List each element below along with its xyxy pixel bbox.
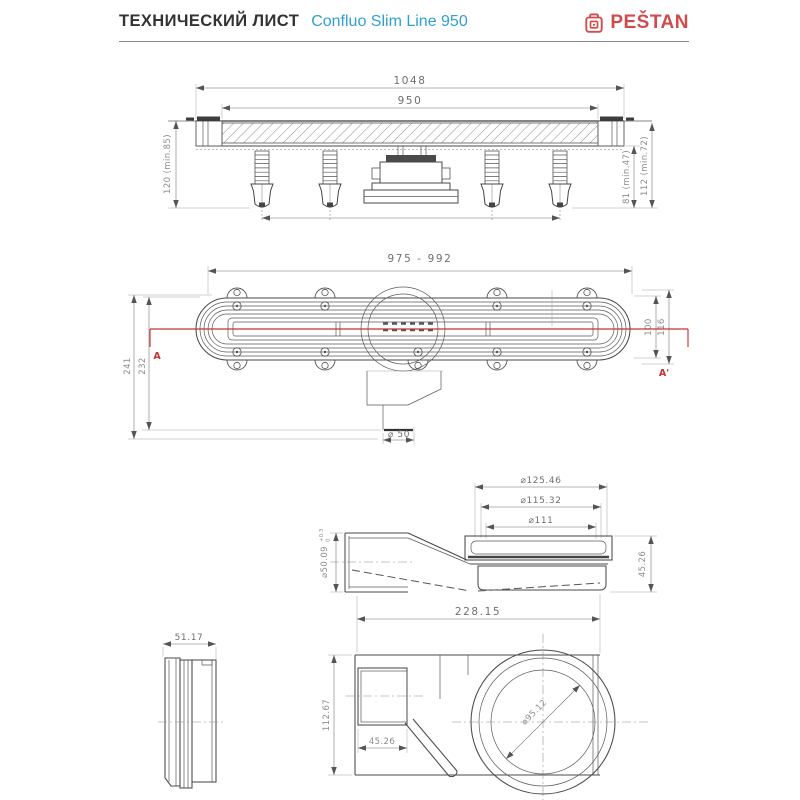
leg-3 bbox=[481, 151, 503, 208]
siphon-side-view-drawing bbox=[319, 476, 657, 592]
lug-top-3 bbox=[487, 288, 507, 310]
flange-side-view-drawing bbox=[158, 633, 224, 788]
dim-height-right-inner: 81 (min.47) bbox=[622, 149, 632, 205]
page-title: ТЕХНИЧЕСКИЙ ЛИСТ bbox=[119, 12, 300, 30]
lug-top-4 bbox=[577, 288, 597, 310]
siphon-top-view-drawing bbox=[322, 634, 650, 800]
flange-profile bbox=[158, 658, 224, 788]
dim-flange-outer: ⌀125.46 bbox=[520, 476, 562, 486]
siphon-box bbox=[364, 146, 458, 203]
brand-name: PEŠTAN bbox=[610, 12, 689, 33]
section-label-end: A' bbox=[658, 368, 670, 379]
front-view-drawing bbox=[163, 75, 658, 221]
dim-pipe-tol-lower: 0 bbox=[325, 538, 332, 542]
dim-flange-mid: ⌀115.32 bbox=[520, 496, 562, 506]
leg-2 bbox=[319, 151, 341, 208]
dim-pipe-diameter: ⌀50.09 bbox=[320, 546, 330, 578]
dim-pipe-tol-upper: +0.3 bbox=[319, 528, 325, 542]
section-line-A bbox=[150, 329, 688, 379]
product-name: Confluo Slim Line 950 bbox=[311, 13, 468, 30]
dim-siphon-length: 228.15 bbox=[454, 606, 502, 618]
channel-hatched-body bbox=[222, 123, 598, 143]
lug-bottom-4 bbox=[487, 348, 507, 370]
dim-siphon-width: 112.67 bbox=[322, 698, 332, 732]
siphon-length-dim bbox=[357, 594, 600, 653]
dim-bowl-diameter: ⌀95.12 bbox=[519, 697, 550, 728]
lug-bottom-3 bbox=[408, 348, 428, 370]
dim-left-inner: 232 bbox=[138, 357, 148, 375]
dim-siphon-height: 45.26 bbox=[638, 550, 648, 578]
plan-view-drawing bbox=[123, 253, 688, 444]
outlet-body bbox=[367, 371, 443, 444]
dim-total-length: 1048 bbox=[393, 75, 427, 87]
channel-outline bbox=[196, 290, 630, 360]
dim-right-inner: 100 bbox=[644, 318, 654, 336]
dim-outlet-diameter: ⌀ 50 bbox=[387, 430, 411, 440]
leg-4 bbox=[549, 151, 571, 208]
dim-channel-length: 950 bbox=[397, 95, 423, 107]
dim-right-outer: 116 bbox=[657, 318, 667, 336]
dim-flange-width: 51.17 bbox=[174, 633, 204, 643]
lug-bottom-2 bbox=[315, 348, 335, 370]
dim-pipe-width: 45.26 bbox=[368, 737, 396, 747]
lug-bottom-5 bbox=[577, 348, 597, 370]
siphon-side-body bbox=[330, 533, 612, 592]
leg-1 bbox=[251, 151, 273, 208]
dim-pipe-diameter-group bbox=[319, 528, 332, 578]
dim-height-left: 120 (min.85) bbox=[163, 134, 173, 194]
section-label-start: A bbox=[153, 351, 161, 362]
dim-left-outer: 241 bbox=[123, 357, 133, 375]
dim-length-range: 975 - 992 bbox=[387, 253, 453, 265]
dim-flange-inner: ⌀111 bbox=[528, 516, 554, 526]
dim-height-right-outer: 112 (min.72) bbox=[640, 136, 650, 196]
lug-top-2 bbox=[315, 288, 335, 310]
lug-bottom-1 bbox=[227, 348, 247, 370]
lug-top-1 bbox=[227, 288, 247, 310]
